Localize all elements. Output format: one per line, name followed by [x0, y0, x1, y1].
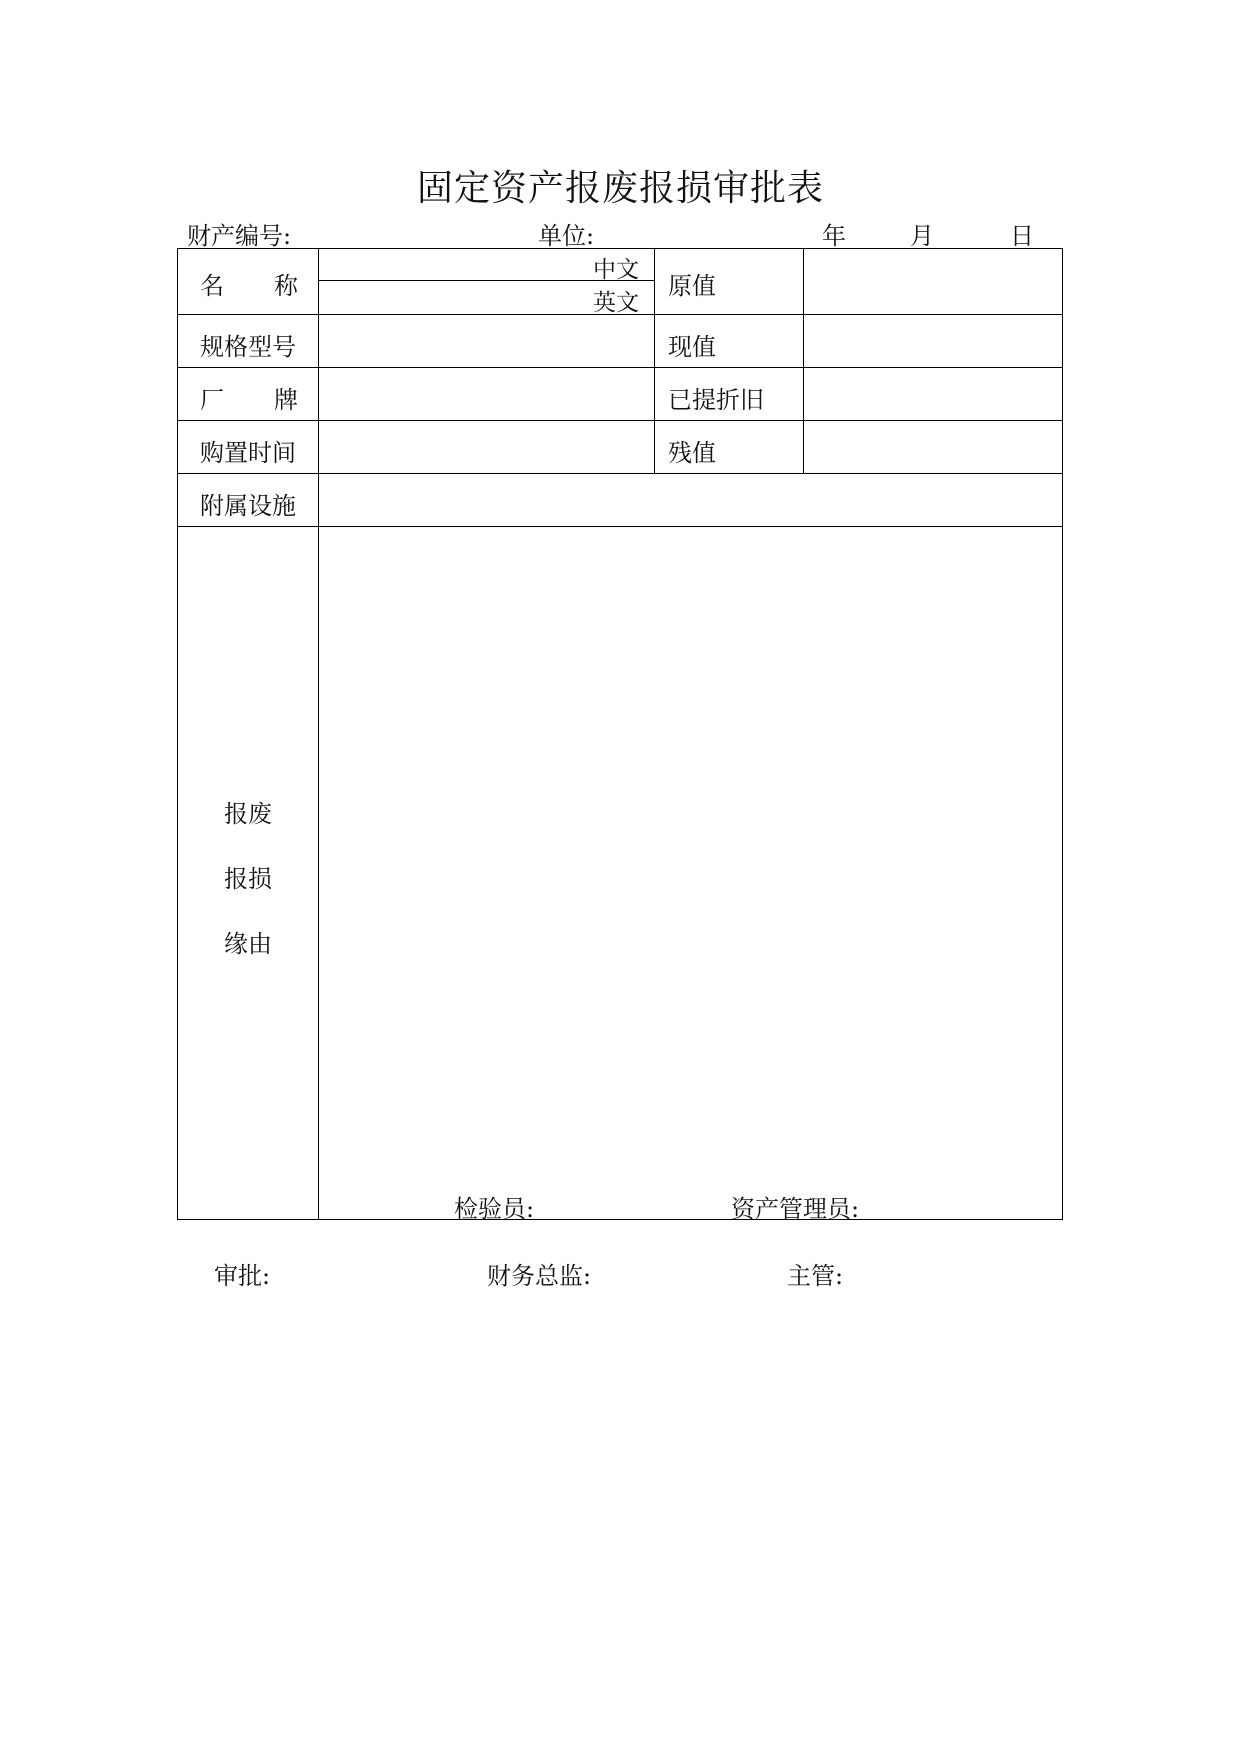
- row-divider: [178, 367, 1062, 368]
- inspector-signature-label: 检验员:: [454, 1195, 535, 1223]
- column-divider: [803, 249, 804, 473]
- residual-value-label: 残值: [668, 439, 716, 467]
- page-title: 固定资产报废报损审批表: [416, 168, 824, 209]
- english-name-label: 英文: [593, 290, 639, 316]
- current-value-label: 现值: [668, 333, 716, 361]
- purchase-time-label: 购置时间: [200, 439, 296, 467]
- row-divider: [178, 526, 1062, 527]
- approval-signature-label: 审批:: [214, 1262, 271, 1290]
- reason-label-line1: 报废: [224, 800, 272, 828]
- original-value-label: 原值: [668, 272, 716, 300]
- asset-manager-signature-label: 资产管理员:: [731, 1195, 860, 1223]
- unit-label: 单位:: [538, 222, 595, 250]
- asset-number-label: 财产编号:: [187, 222, 292, 250]
- year-label: 年: [822, 222, 846, 250]
- month-label: 月: [910, 222, 934, 250]
- day-label: 日: [1010, 222, 1034, 250]
- brand-label-part2: 牌: [274, 386, 298, 414]
- chinese-name-label: 中文: [593, 257, 639, 283]
- reason-label-line3: 缘由: [224, 930, 272, 958]
- row-divider: [178, 473, 1062, 474]
- accessories-label: 附属设施: [200, 492, 296, 520]
- approval-form-table: [177, 248, 1063, 1223]
- name-label-part1: 名: [200, 272, 224, 300]
- supervisor-signature-label: 主管:: [787, 1262, 844, 1290]
- column-divider: [318, 249, 319, 1219]
- name-label-part2: 称: [274, 272, 298, 300]
- accumulated-depreciation-label: 已提折旧: [668, 386, 764, 414]
- brand-label-part1: 厂: [200, 386, 224, 414]
- reason-label-line2: 报损: [224, 865, 272, 893]
- spec-model-label: 规格型号: [200, 333, 296, 361]
- row-divider: [178, 420, 1062, 421]
- finance-director-signature-label: 财务总监:: [487, 1262, 592, 1290]
- column-divider: [654, 249, 655, 473]
